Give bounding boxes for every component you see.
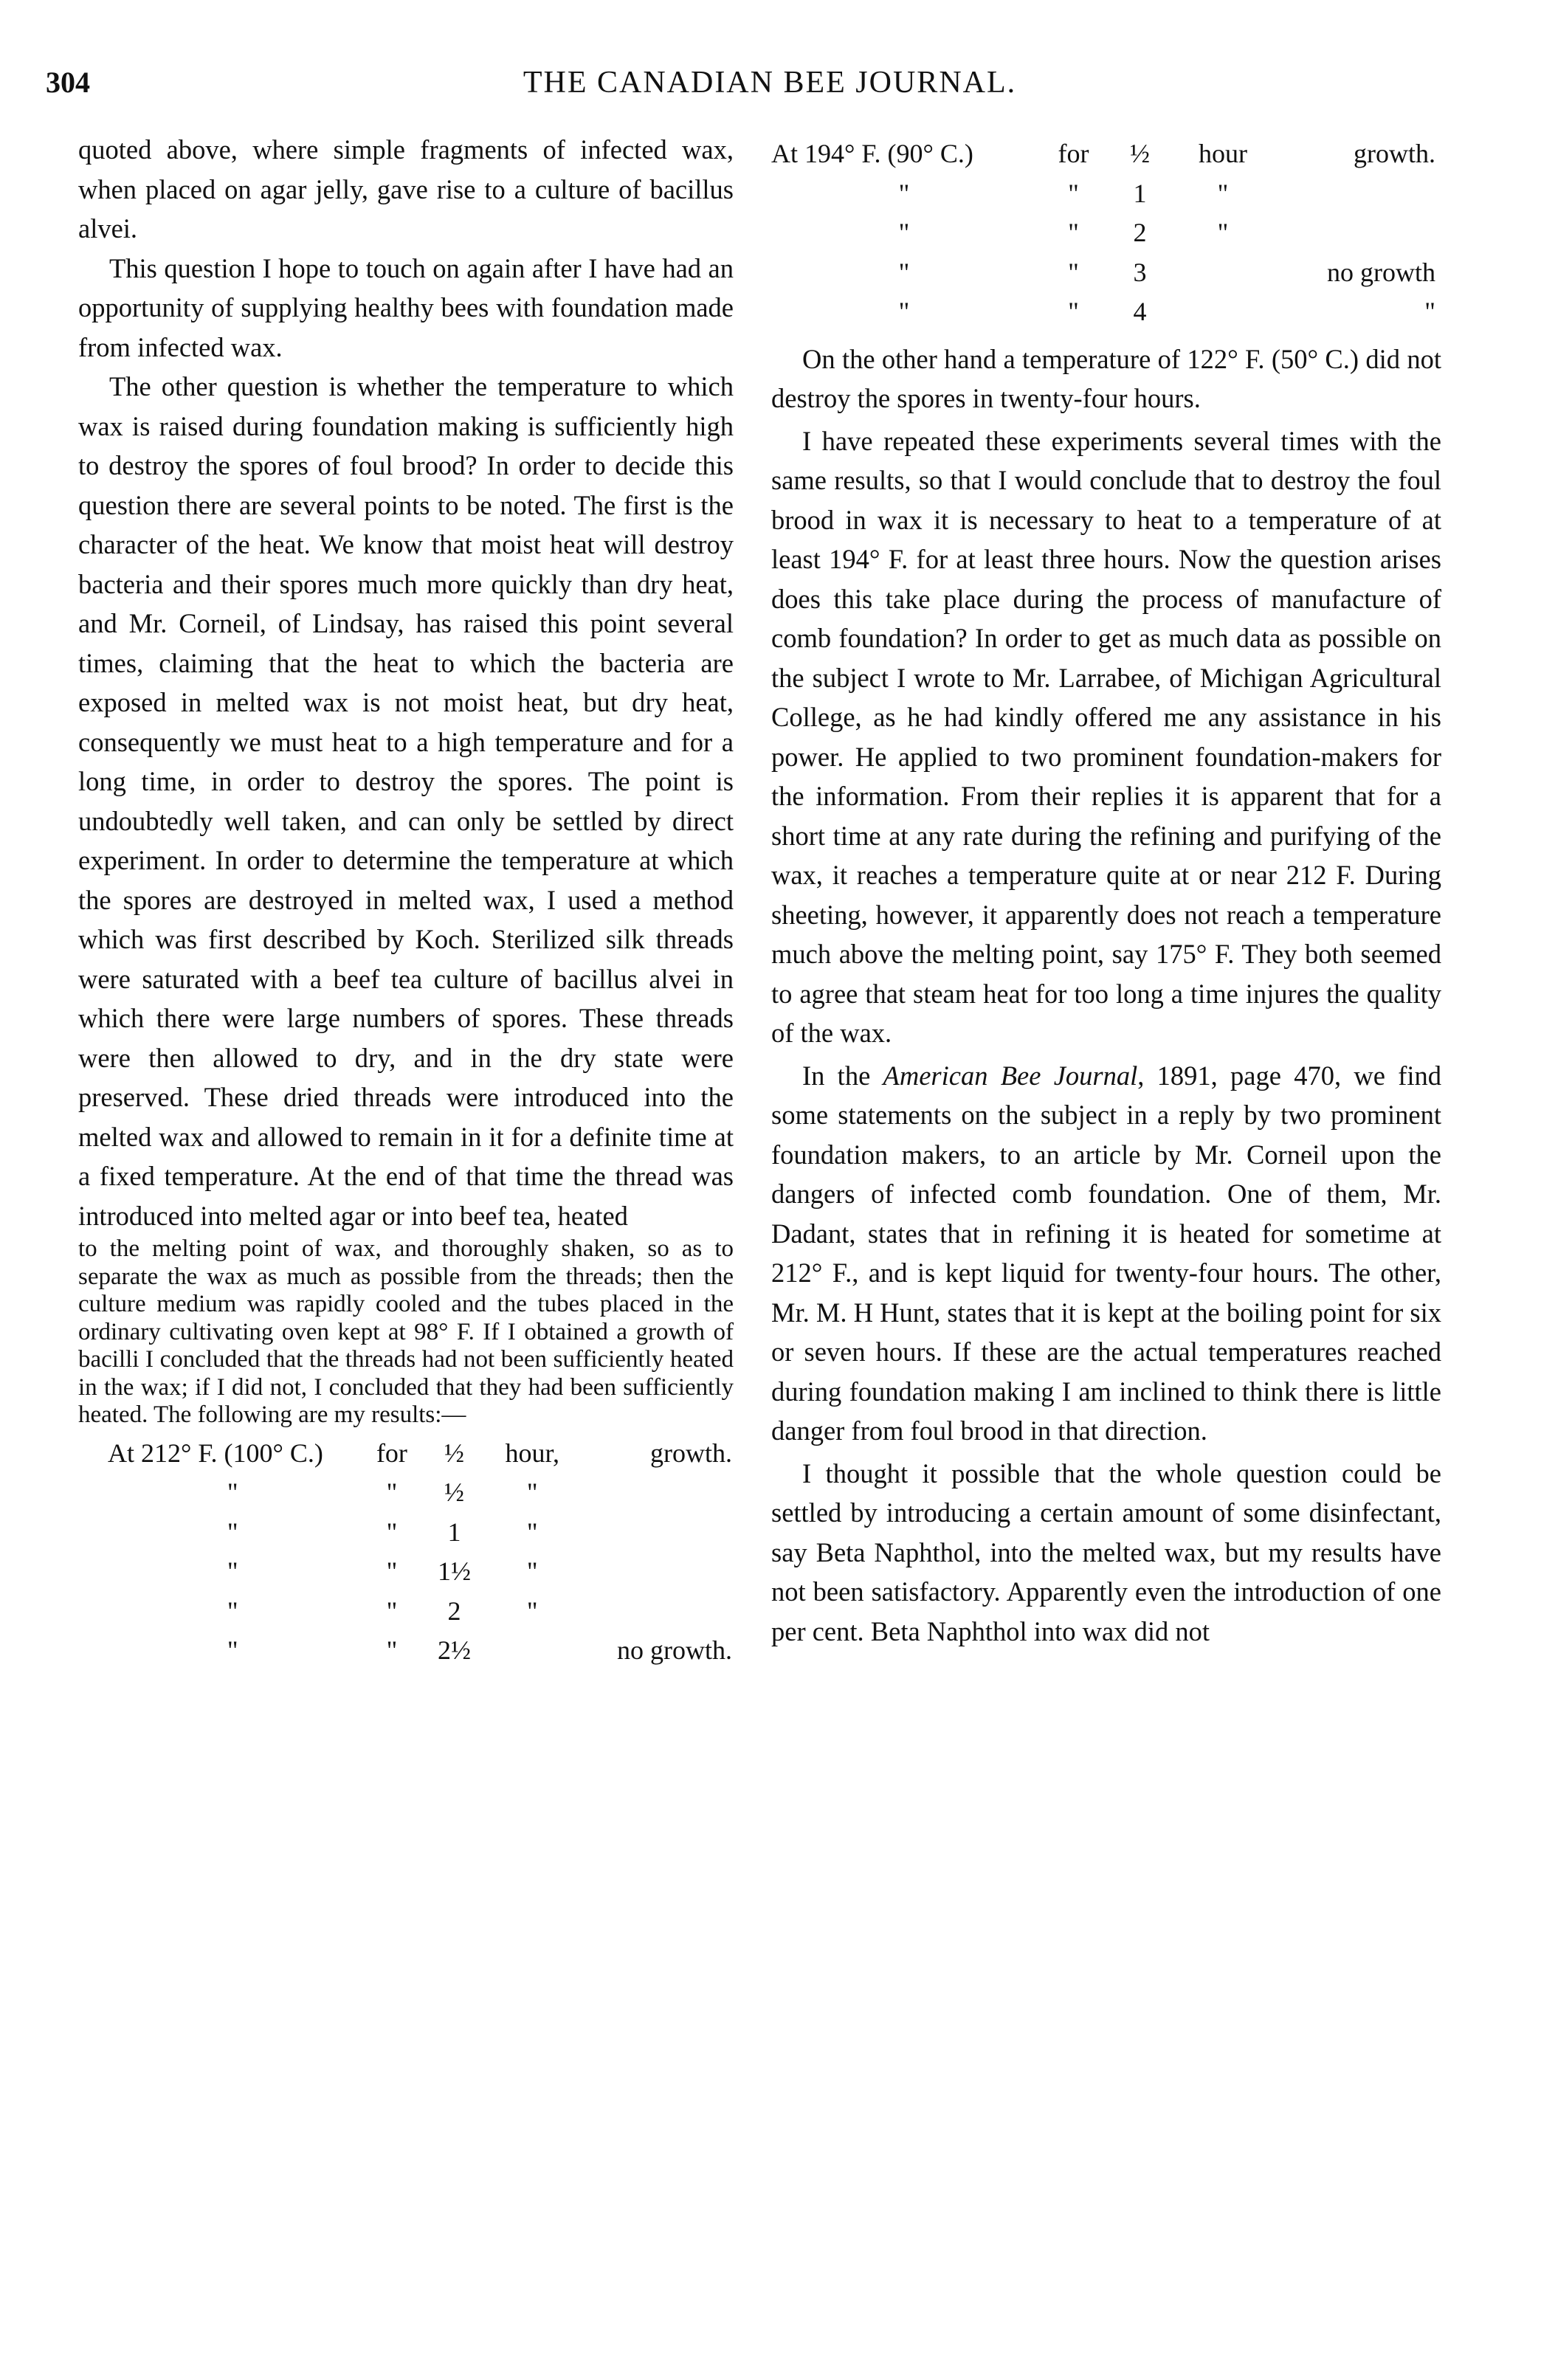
results-table-194f	[771, 134, 1435, 332]
text-run: , 1891, page 470, we find some statements on the subject in a reply by two prominent foundation makers, to an article by Mr. Corneil upon the dangers of infected comb foundation. One of them, Mr. Dadant, states that in refining it is heated for sometime at 212° F., and is kept liquid for twenty-four hours. The other, Mr. M. H Hunt, states that it is kept at the boiling point for six or seven hours. If these are the actual temperatures reached during foundation making I am inclined to think there is little danger from foul brood in that direction.	[771, 1060, 1441, 1446]
table-row	[108, 1473, 732, 1513]
table-cell: 1	[1133, 178, 1147, 208]
table-cell	[483, 1631, 582, 1671]
table-cell: "	[526, 1477, 538, 1507]
table-row	[771, 292, 1435, 332]
table-cell: "	[386, 1635, 398, 1665]
table-cell	[582, 1552, 732, 1592]
table-cell: ½	[444, 1477, 465, 1507]
table-cell: "	[227, 1596, 238, 1626]
table-cell: hour,	[505, 1438, 560, 1468]
paragraph: I thought it possible that the whole question could be settled by introducing a certain amount of some disinfectant, say Beta Naphthol, into the melted wax, but my results have not been satisfactory. Apparently even the introduction of one per cent. Beta Naphthol into wax did not	[771, 1458, 1441, 1646]
table-cell: "	[898, 178, 910, 208]
paragraph: I have repeated these experiments several times with the same results, so that I would conclude that to destroy the foul brood in wax it is necessary to heat to a temperature of at least 194° F. for at least three hours. Now the question arises does this take place during the process of manufacture of comb foundation? In order to get as much data as possible on the subject I wrote to Mr. Larrabee, of Michigan Agricultural College, as he had kindly offered me any assistance in his power. He applied to two prominent foundation-makers for the information. From their replies it is apparent that for a short time at any rate during the refining and purifying of the wax, it reaches a temperature quite at or near 212 F. During sheeting, however, it apparently does not reach a temperature much above the melting point, say 175° F. They both seemed to agree that steam heat for too long a time injures the quality of the wax.	[771, 425, 1441, 1048]
table-cell: no growth.	[617, 1635, 732, 1665]
left-column	[78, 130, 734, 1678]
table-cell: growth.	[1354, 139, 1435, 168]
table-cell: "	[1424, 297, 1435, 326]
table-row	[108, 1631, 732, 1671]
results-table-212f	[108, 1434, 732, 1671]
text-run: In the	[802, 1060, 883, 1091]
table-row	[108, 1434, 732, 1474]
table-row	[108, 1513, 732, 1553]
paragraph: quoted above, where simple fragments of infected wax, when placed on agar jelly, gave rise to a culture of bacillus alvei.	[78, 134, 734, 244]
table-cell: "	[227, 1556, 238, 1586]
table-cell: "	[526, 1596, 538, 1626]
table-cell: "	[898, 218, 910, 247]
table-cell	[1276, 174, 1435, 214]
table-cell: 3	[1133, 257, 1147, 287]
paragraph: The other question is whether the temperature to which wax is raised during foundation making is sufficiently high to destroy the spores of foul brood? In order to decide this question there are several points to be noted. The first is the character of the heat. We know that moist heat will destroy bacteria and their spores much more quickly than dry heat, and Mr. Corneil, of Lindsay, has raised this point several times, claiming that the heat to which the bacteria are exposed in melted wax is not moist heat, but dry heat, consequently we must heat to a high temperature and for a long time, in order to destroy the spores. The point is undoubtedly well taken, and can only be settled by direct experiment. In order to determine the temperature at which the spores are destroyed in melted wax, I used a method which was first described by Koch. Sterilized silk threads were saturated with a beef tea culture of bacillus alvei in which there were large numbers of spores. These threads were then allowed to dry, and in the dry state were preserved. These dried threads were introduced into the melted wax and allowed to remain in it for a definite time at a fixed temperature. At the end of that time the thread was introduced into melted agar or into beef tea, heated	[78, 371, 734, 1231]
table-cell: "	[1068, 178, 1079, 208]
table-cell: "	[898, 257, 910, 287]
table-cell: 2	[1133, 218, 1147, 247]
table-cell: "	[1068, 218, 1079, 247]
table-cell: hour	[1199, 139, 1247, 168]
table-cell	[1276, 213, 1435, 253]
italic-journal-title: American Bee Journal	[883, 1060, 1138, 1091]
table-cell	[1170, 292, 1276, 332]
table-cell: no growth	[1327, 257, 1435, 287]
paragraph-small-print: to the melting point of wax, and thoroughly shaken, so as to separate the wax as much as possible from the threads; then the culture medium was rapidly cooled and the tubes placed in the ordinary cultivating oven kept at 98° F. If I obtained a growth of bacilli I concluded that the threads had not been sufficiently heated in the wax; if I did not, I concluded that they had been sufficiently heated. The following are my results:—	[78, 1235, 734, 1428]
table-cell: "	[526, 1556, 538, 1586]
journal-title: THE CANADIAN BEE JOURNAL.	[523, 66, 1017, 100]
table-cell: "	[1068, 257, 1079, 287]
table-cell: for	[1058, 139, 1089, 168]
table-cell: "	[386, 1477, 398, 1507]
table-cell: 1½	[438, 1556, 472, 1586]
table-cell	[582, 1473, 732, 1513]
table-cell: "	[386, 1596, 398, 1626]
table-cell: At 194° F. (90° C.)	[771, 139, 973, 168]
table-row	[771, 253, 1435, 293]
paragraph	[771, 1056, 1441, 1451]
table-cell: At 212° F. (100° C.)	[108, 1438, 323, 1468]
table-row	[771, 174, 1435, 214]
table-row	[771, 134, 1435, 174]
page-header	[46, 65, 1494, 109]
table-cell: "	[386, 1556, 398, 1586]
table-cell: "	[1217, 178, 1229, 208]
table-cell: "	[526, 1517, 538, 1547]
paragraph: This question I hope to touch on again after I have had an opportunity of supplying healthy bees with foundation made from infected wax.	[78, 252, 734, 362]
table-cell: ½	[444, 1438, 465, 1468]
table-row	[108, 1592, 732, 1632]
table-cell: "	[898, 297, 910, 326]
table-cell: 2½	[438, 1635, 472, 1665]
paragraph: On the other hand a temperature of 122° F. (50° C.) did not destroy the spores in twenty-four hours.	[771, 343, 1441, 413]
table-cell: growth.	[650, 1438, 732, 1468]
page-number: 304	[46, 66, 90, 99]
results-table-body	[771, 134, 1435, 332]
table-cell: "	[227, 1477, 238, 1507]
table-cell: "	[227, 1517, 238, 1547]
table-cell	[1170, 253, 1276, 293]
table-row	[108, 1552, 732, 1592]
table-cell: 4	[1133, 297, 1147, 326]
table-cell	[582, 1513, 732, 1553]
table-row	[771, 213, 1435, 253]
table-cell: ½	[1130, 139, 1150, 168]
table-cell: "	[1217, 218, 1229, 247]
right-column	[771, 130, 1441, 1651]
table-cell: "	[1068, 297, 1079, 326]
results-table-body	[108, 1434, 732, 1671]
table-cell: 2	[447, 1596, 461, 1626]
table-cell: "	[227, 1635, 238, 1665]
table-cell	[582, 1592, 732, 1632]
table-cell: for	[376, 1438, 407, 1468]
table-cell: "	[386, 1517, 398, 1547]
table-cell: 1	[447, 1517, 461, 1547]
